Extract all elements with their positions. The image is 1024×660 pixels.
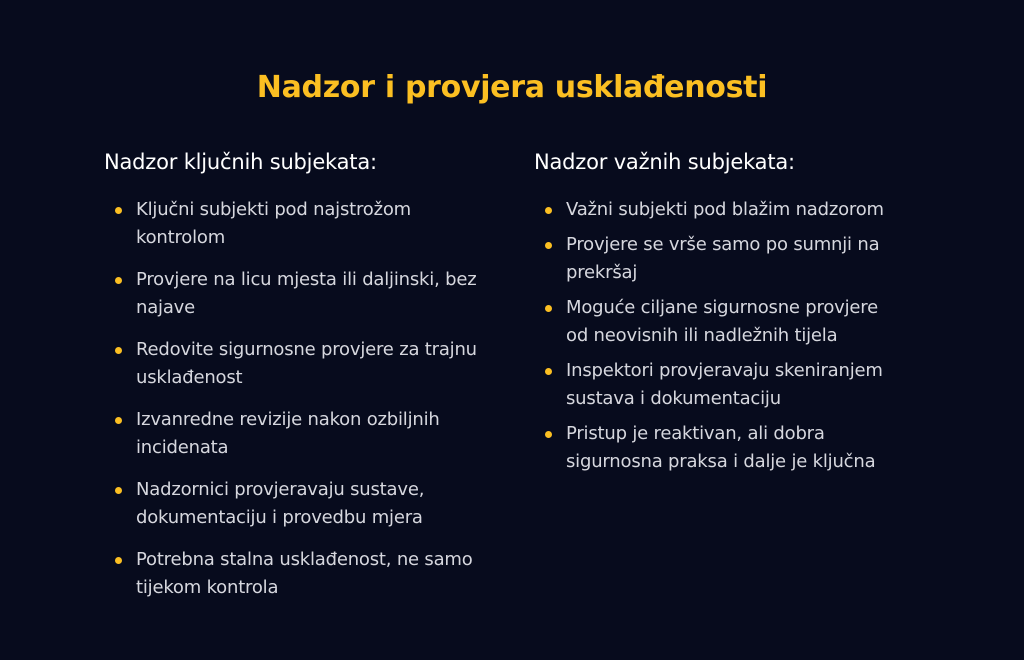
list-item-text: Provjere na licu mjesta ili daljinski, bez najave	[136, 269, 477, 318]
important-entities-list	[534, 196, 904, 476]
slide-title: Nadzor i provjera usklađenosti	[256, 70, 768, 106]
list-item-text: Provjere se vrše samo po sumnji na prekršaj	[566, 234, 880, 283]
list-item-text: Važni subjekti pod blažim nadzorom	[566, 199, 884, 220]
important-entities-heading: Nadzor važnih subjekata:	[534, 150, 795, 174]
key-entities-list	[104, 196, 484, 602]
important-entities-column	[534, 150, 904, 483]
bullet-dot-icon	[545, 431, 552, 438]
key-entities-column	[104, 150, 484, 616]
list-item	[104, 196, 484, 252]
bullet-dot-icon	[115, 277, 122, 284]
bullet-dot-icon	[115, 207, 122, 214]
list-item-text: Nadzornici provjeravaju sustave, dokumentaciju i provedbu mjera	[136, 479, 425, 528]
bullet-dot-icon	[545, 242, 552, 249]
list-item-text: Ključni subjekti pod najstrožom kontrolom	[136, 199, 412, 248]
list-item-text: Potrebna stalna usklađenost, ne samo tijekom kontrola	[136, 549, 473, 598]
bullet-dot-icon	[115, 417, 122, 424]
list-item	[104, 266, 484, 322]
list-item-text: Izvanredne revizije nakon ozbiljnih incidenata	[136, 409, 440, 458]
list-item-text: Redovite sigurnosne provjere za trajnu usklađenost	[136, 339, 477, 388]
list-item	[104, 406, 484, 462]
bullet-dot-icon	[115, 487, 122, 494]
bullet-dot-icon	[545, 207, 552, 214]
list-item	[104, 476, 484, 532]
list-item-text: Inspektori provjeravaju skeniranjem sustava i dokumentaciju	[566, 360, 883, 409]
list-item	[534, 420, 904, 476]
bullet-dot-icon	[545, 305, 552, 312]
bullet-dot-icon	[115, 557, 122, 564]
list-item-text: Pristup je reaktivan, ali dobra sigurnosna praksa i dalje je ključna	[566, 423, 876, 472]
list-item	[534, 357, 904, 413]
list-item-text: Moguće ciljane sigurnosne provjere od neovisnih ili nadležnih tijela	[566, 297, 878, 346]
key-entities-heading: Nadzor ključnih subjekata:	[104, 150, 377, 174]
bullet-dot-icon	[545, 368, 552, 375]
bullet-dot-icon	[115, 347, 122, 354]
list-item	[534, 231, 904, 287]
list-item	[104, 336, 484, 392]
list-item	[104, 546, 484, 602]
list-item	[534, 196, 904, 224]
list-item	[534, 294, 904, 350]
